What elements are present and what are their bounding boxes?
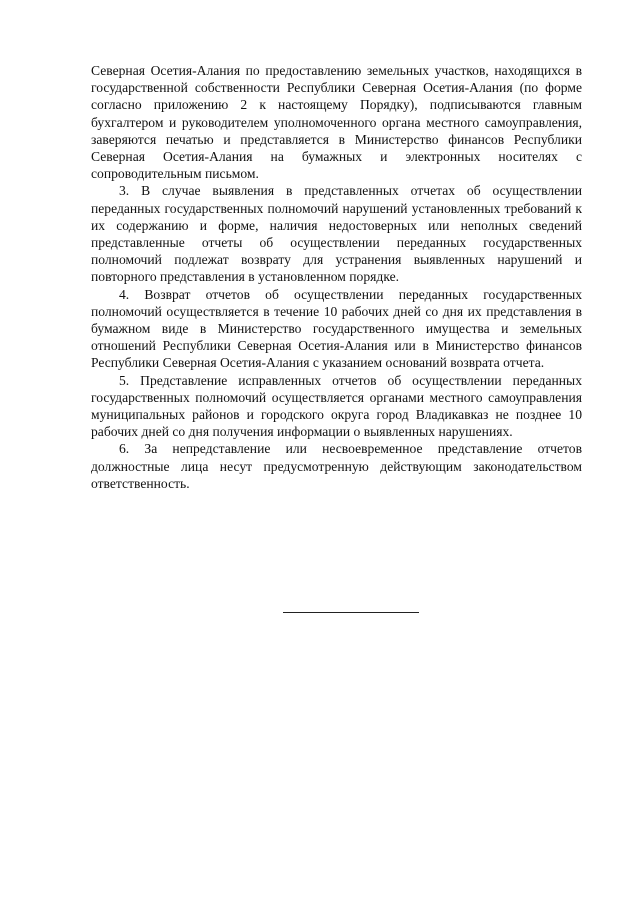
paragraph-3: 3. В случае выявления в представленных отчетах об осуществлении переданных государственных полномочий нарушений установленных требований к их содержанию и форме, наличия недостоверных или неполных сведений представленные отчеты об осуществлении переданных государственных полномочий подлежат возврату для устранения выявленных нарушений и повторного представления в установленном порядке. xyxy=(91,183,582,285)
paragraph-4: 4. Возврат отчетов об осуществлении переданных государственных полномочий осуществляется в течение 10 рабочих дней со дня их представления в бумажном виде в Министерство государственного имущества и земельных отношений Республики Северная Осетия-Алания или в Министерство финансов Республики Северная Осетия-Алания с указанием оснований возврата отчета. xyxy=(91,286,582,371)
paragraph-continuation: Северная Осетия-Алания по предоставлению земельных участков, находящихся в государственной собственности Республики Северная Осетия-Алания (по форме согласно приложению 2 к настоящему Порядку), подписываются главным бухгалтером и руководителем уполномоченного органа местного самоуправления, заверяются печатью и представляется в Министерство финансов Республики Северная Осетия-Алания на бумажных и электронных носителях с сопроводительным письмом. xyxy=(91,63,582,182)
paragraph-5: 5. Представление исправленных отчетов об осуществлении переданных государственных полномочий осуществляется органами местного самоуправления муниципальных районов и городского округа город Владикавказ не позднее 10 рабочих дней со дня получения информации о выявленных нарушениях. xyxy=(91,372,582,440)
document-body xyxy=(91,62,582,492)
paragraph-6: 6. За непредставление или несвоевременное представление отчетов должностные лица несут предусмотренную действующим законодательством ответственность. xyxy=(91,441,582,491)
end-divider-line xyxy=(283,612,419,613)
